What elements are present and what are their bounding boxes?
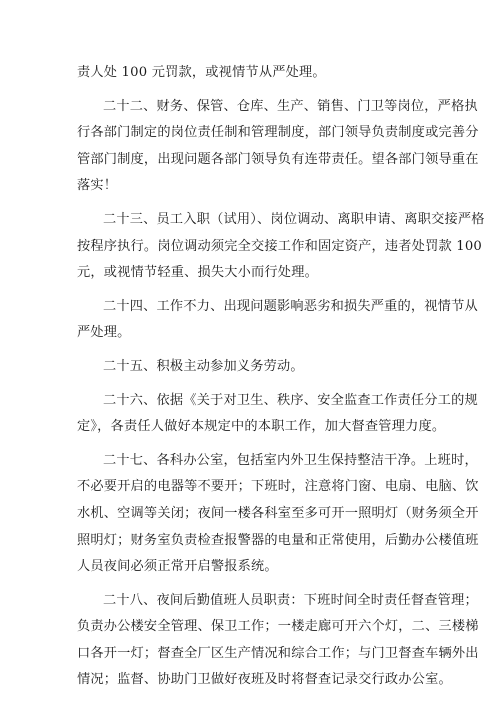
text-line: 二十七、各科办公室，包括室内外卫生保持整洁干净。上班时， [103,452,478,468]
paragraph-article-22 [77,94,479,200]
text-line: 二十八、夜间后勤值班人员职责：下班时间全时责任督查管理； [103,592,478,608]
text-line: 二十二、财务、保管、仓库、生产、销售、门卫等岗位，严格执 [103,98,478,114]
text-line: 责人处 100 元罚款，或视情节从严处理。 [77,65,326,80]
text-line: 不必要开启的电器等不要开；下班时，注意将门窗、电扇、电脑、饮 [77,479,479,495]
text-line: 口各开一灯；督查全厂区生产情况和综合工作；与门卫督查车辆外出 [77,645,479,661]
paragraph-article-28 [77,588,479,694]
text-line: 照明灯；财务室负责检查报警器的电量和正常使用，后勤办公楼值班 [77,532,479,548]
text-line: 负责办公楼安全管理、保卫工作；一楼走廊可开六个灯，二、三楼梯 [77,619,479,635]
text-line: 二十四、工作不力、出现问题影响恶劣和损失严重的，视情节从 [103,298,478,314]
paragraph-article-23 [77,207,485,287]
text-line: 二十三、员工入职（试用）、岗位调动、离职申请、离职交接严格 [103,211,485,227]
text-line: 人员夜间必须正常开启警报系统。 [77,559,278,575]
paragraph-penalty-continuation [77,60,429,87]
text-line: 行各部门制定的岗位责任制和管理制度，部门领导负责制度或完善分 [77,125,479,141]
text-line: 定》，各责任人做好本规定中的本职工作，加大督查管理力度。 [77,419,446,435]
paragraph-article-24 [77,294,478,347]
text-line: 情况；监督、协助门卫做好夜班及时将督查记录交行政办公室。 [77,672,452,688]
text-line: 按程序执行。岗位调动须完全交接工作和固定资产，违者处罚款 100 [77,238,483,254]
paragraph-article-25 [77,354,429,381]
text-line: 二十五、积极主动参加义务劳动。 [103,358,304,374]
text-line: 落实！ [77,178,118,194]
text-line: 严处理。 [77,325,131,341]
text-line: 管部门制度，出现问题各部门领导负有连带责任。望各部门领导重在 [77,151,479,167]
paragraph-article-27 [77,448,479,581]
paragraph-article-26 [77,388,478,441]
text-line: 水机、空调等关闭；夜间一楼各科室至多可开一照明灯（财务须全开 [77,505,479,521]
text-line: 二十六、依据《关于对卫生、秩序、安全监查工作责任分工的规 [103,392,478,408]
text-line: 元，或视情节轻重、损失大小而行处理。 [77,265,318,281]
document-body [77,60,485,701]
